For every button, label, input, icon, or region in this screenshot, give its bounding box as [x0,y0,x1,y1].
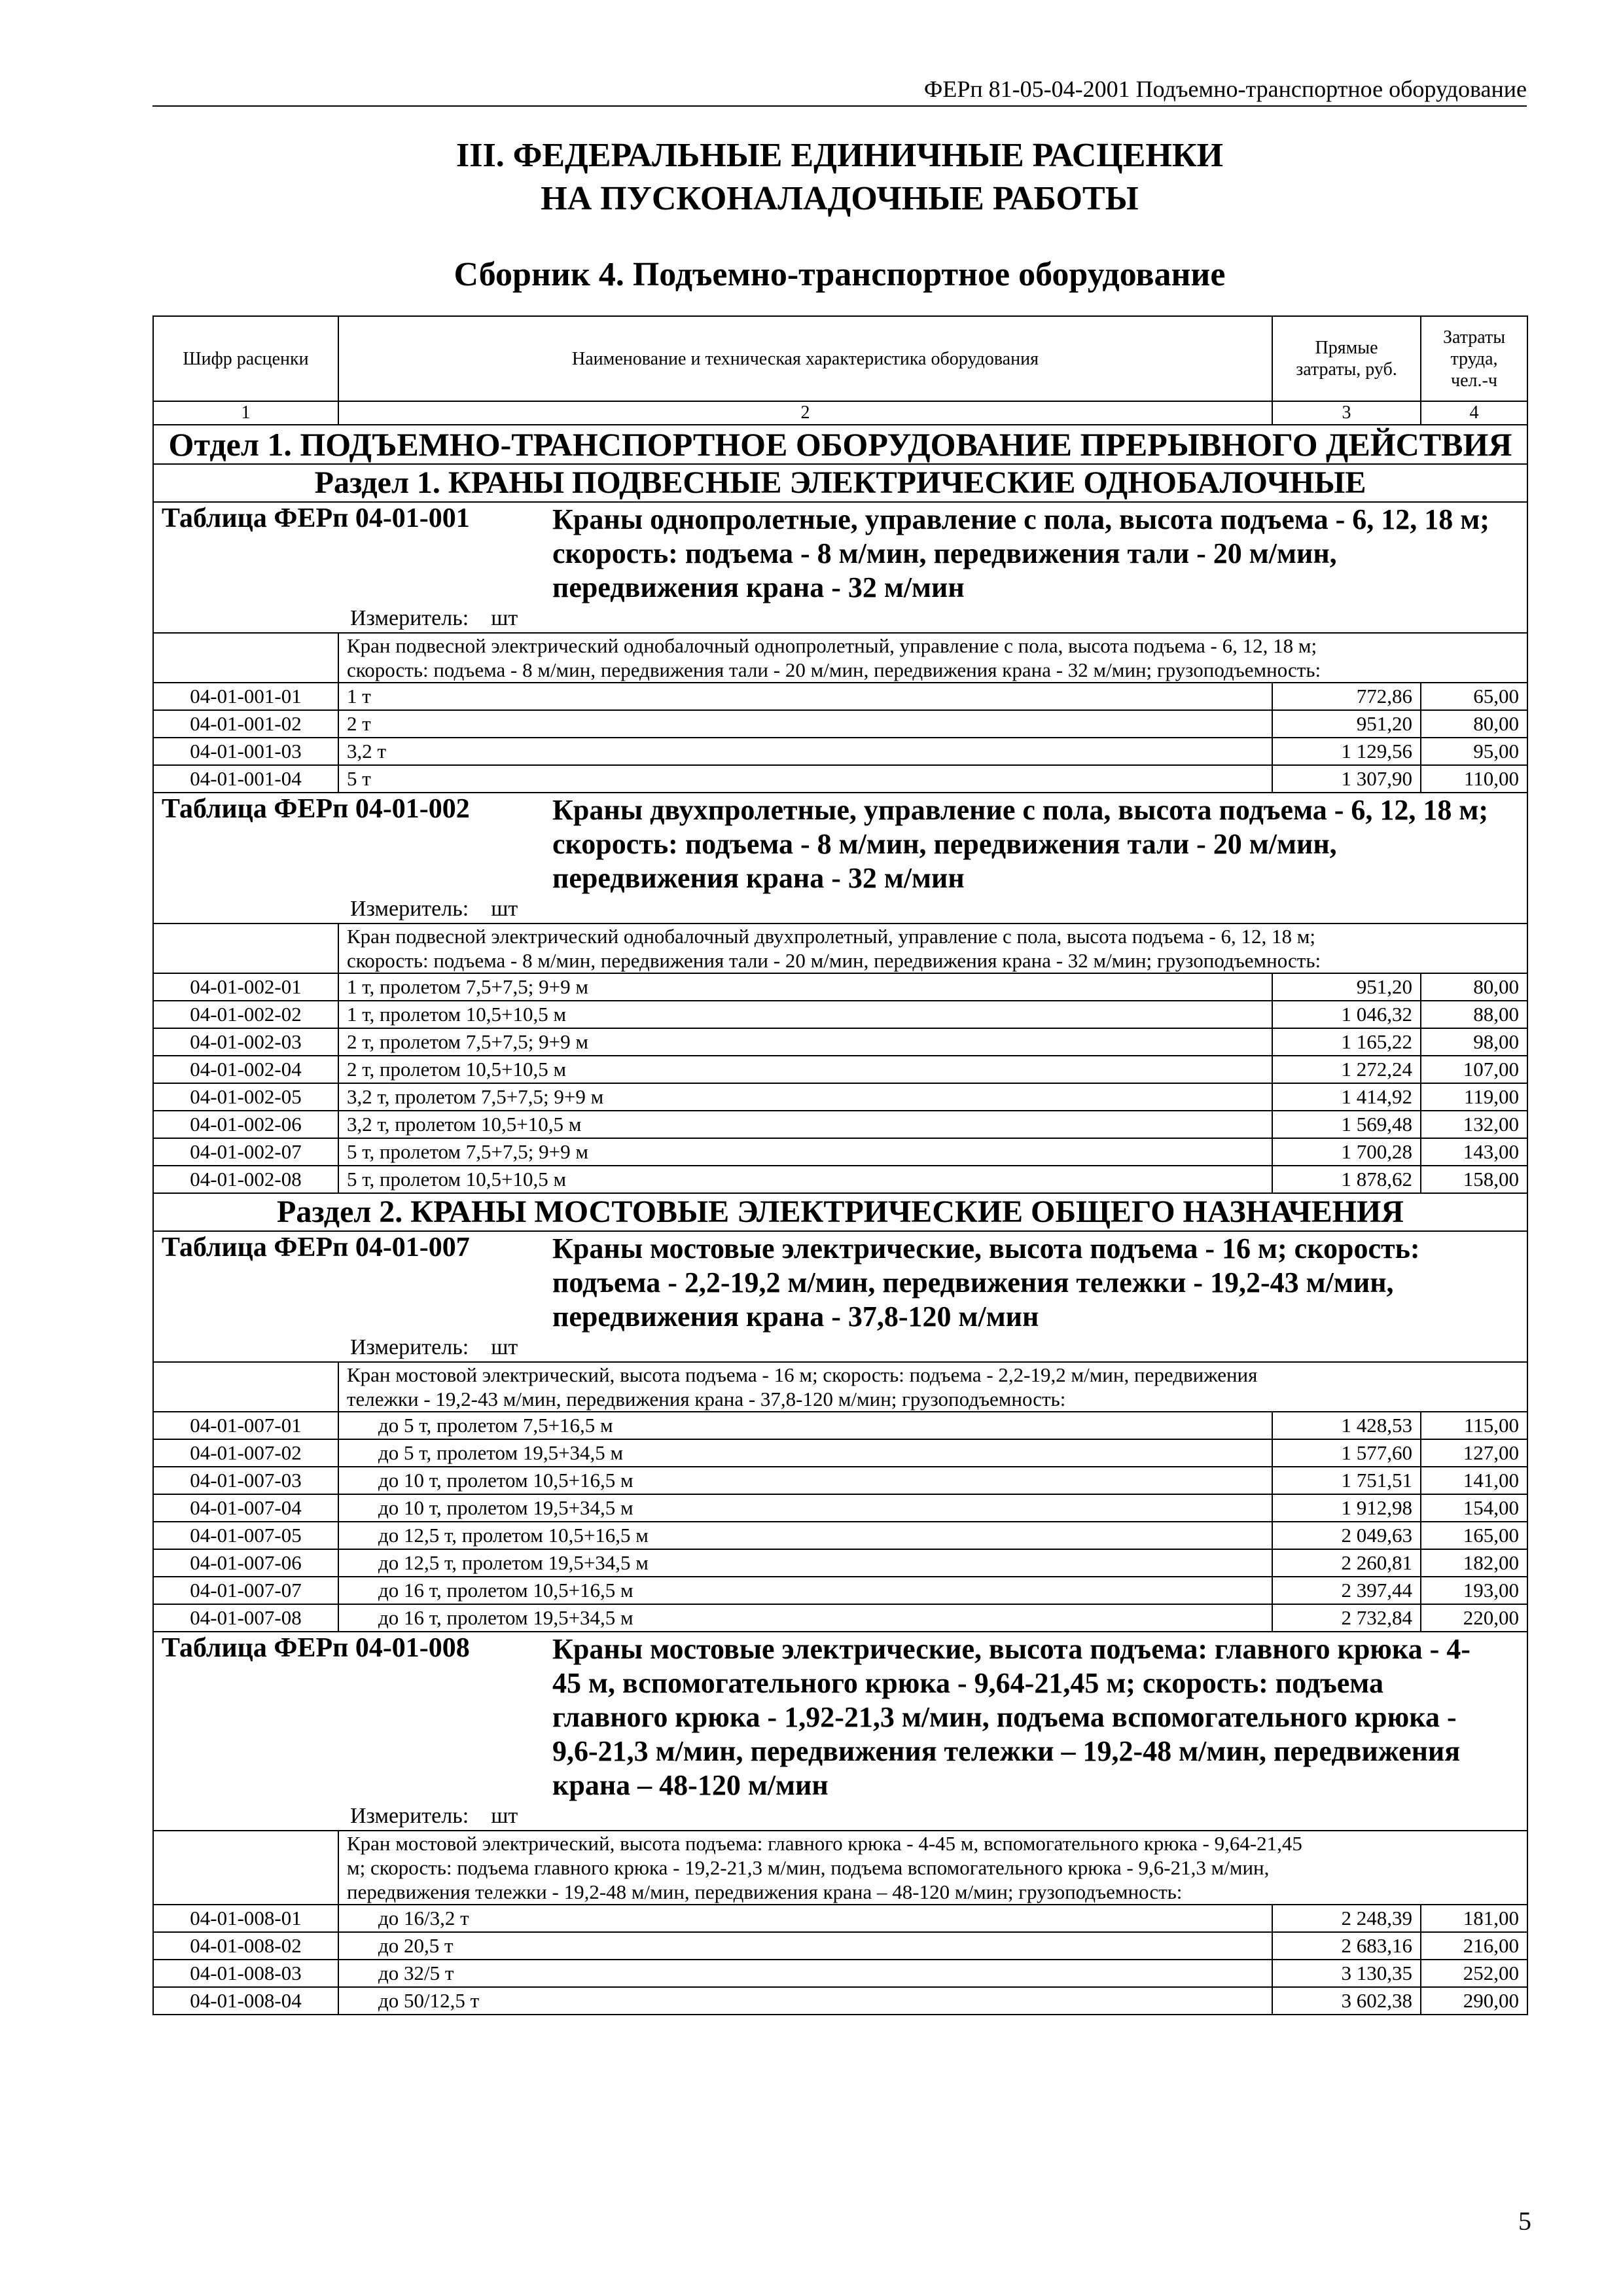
rate-code: 04-01-002-08 [153,1166,338,1193]
rate-labor: 98,00 [1421,1028,1527,1056]
table-row [153,1905,1527,1932]
rate-direct-cost: 951,20 [1272,710,1421,738]
header-code: Шифр расценки [153,316,338,401]
rate-name: до 16 т, пролетом 19,5+34,5 м [338,1604,1272,1632]
rate-code: 04-01-001-01 [153,683,338,710]
rate-direct-cost: 2 397,44 [1272,1577,1421,1604]
table-name-line: 9,6-21,3 м/мин, передвижения тележки – 19,2-48 м/мин, передвижения [552,1735,1461,1767]
table-row [153,765,1527,793]
rate-name: до 50/12,5 т [338,1987,1272,2015]
table-row [153,973,1527,1001]
table-name-line: крана – 48-120 м/мин [552,1769,829,1801]
table-header-row [153,316,1527,401]
rate-labor: 132,00 [1421,1111,1527,1138]
rate-code: 04-01-007-03 [153,1467,338,1494]
rate-code: 04-01-007-06 [153,1549,338,1577]
rate-name: 3,2 т, пролетом 7,5+7,5; 9+9 м [338,1083,1272,1111]
header-labor [1421,316,1527,401]
rate-name: 5 т, пролетом 10,5+10,5 м [338,1166,1272,1193]
meter-row [153,1803,1527,1831]
table-name [552,1232,1519,1334]
rate-labor: 65,00 [1421,683,1527,710]
rate-code: 04-01-002-06 [153,1111,338,1138]
column-number: 1 [153,401,338,425]
rate-direct-cost: 772,86 [1272,683,1421,710]
table-row [153,1577,1527,1604]
rate-labor: 80,00 [1421,973,1527,1001]
description-line: Кран подвесной электрический однобалочный однопролетный, управление с пола, высота подъема - 6, 12, 18 м; [347,634,1317,657]
meter-value: шт [491,606,518,630]
table-row [153,1083,1527,1111]
description-line: м; скорость: подъема главного крюка - 19,2-21,3 м/мин, подъема вспомогательного крюка - 9,6-21,3 м/мин, [347,1856,1270,1879]
description-row [153,1362,1527,1412]
rate-labor: 88,00 [1421,1001,1527,1028]
collection-title: Сборник 4. Подъемно-транспортное оборудование [454,256,1226,293]
rate-name: до 5 т, пролетом 19,5+34,5 м [338,1439,1272,1467]
meter-value: шт [491,1804,518,1828]
meter-cell [153,1803,1527,1831]
description-row [153,924,1527,973]
rate-code: 04-01-001-04 [153,765,338,793]
rate-code: 04-01-007-01 [153,1412,338,1439]
table-row [153,1056,1527,1083]
table-row [153,1604,1527,1632]
rate-direct-cost: 1 700,28 [1272,1138,1421,1166]
rate-code: 04-01-002-01 [153,973,338,1001]
meter-cell [153,605,1527,633]
meter-label: Измеритель: [350,897,469,921]
rate-name: до 12,5 т, пролетом 10,5+16,5 м [338,1522,1272,1549]
rate-direct-cost: 2 732,84 [1272,1604,1421,1632]
header-labor-line: труда, [1450,348,1498,369]
rate-code: 04-01-008-04 [153,1987,338,2015]
column-number: 3 [1272,401,1421,425]
rate-name: 5 т [338,765,1272,793]
table-row [153,1494,1527,1522]
rate-name: 1 т [338,683,1272,710]
rate-direct-cost: 1 307,90 [1272,765,1421,793]
rate-name: до 16 т, пролетом 10,5+16,5 м [338,1577,1272,1604]
table-row [153,1439,1527,1467]
rate-labor: 127,00 [1421,1439,1527,1467]
table-heading-row [153,502,1527,605]
header-labor-line: чел.-ч [1451,370,1497,391]
table-name-line: Краны мостовые электрические, высота подъема: главного крюка - 4- [552,1633,1471,1665]
description-cell [338,1831,1527,1905]
rate-code: 04-01-007-04 [153,1494,338,1522]
table-number: Таблица ФЕРп 04-01-007 [162,1232,470,1263]
table-name-line: передвижения крана - 32 м/мин [552,862,965,894]
rate-direct-cost: 1 912,98 [1272,1494,1421,1522]
rate-code: 04-01-002-04 [153,1056,338,1083]
table-row [153,683,1527,710]
table-heading-row [153,1632,1527,1803]
rate-code: 04-01-007-07 [153,1577,338,1604]
table-name-line: главного крюка - 1,92-21,3 м/мин, подъема вспомогательного крюка - [552,1701,1457,1733]
rate-name: до 10 т, пролетом 10,5+16,5 м [338,1467,1272,1494]
rate-name: 1 т, пролетом 7,5+7,5; 9+9 м [338,973,1272,1001]
table-name-line: Краны мостовые электрические, высота подъема - 16 м; скорость: [552,1232,1420,1265]
rate-code: 04-01-008-02 [153,1932,338,1960]
table-name [552,793,1519,895]
rates-table [152,315,1528,2015]
description-line: Кран мостовой электрический, высота подъема - 16 м; скорость: подъема - 2,2-19,2 м/мин, передвижения [347,1363,1258,1386]
table-heading [153,1231,1527,1334]
rate-direct-cost: 1 046,32 [1272,1001,1421,1028]
rate-labor: 119,00 [1421,1083,1527,1111]
table-heading-row [153,793,1527,895]
rate-name: до 12,5 т, пролетом 19,5+34,5 м [338,1549,1272,1577]
page-number: 5 [1518,2206,1531,2236]
rate-name: 5 т, пролетом 7,5+7,5; 9+9 м [338,1138,1272,1166]
rate-code: 04-01-008-03 [153,1960,338,1987]
rate-code: 04-01-002-02 [153,1001,338,1028]
header-direct-costs-line: Прямые [1315,338,1378,358]
rate-name: 2 т, пролетом 10,5+10,5 м [338,1056,1272,1083]
rate-labor: 165,00 [1421,1522,1527,1549]
rate-name: до 20,5 т [338,1932,1272,1960]
rate-code: 04-01-002-05 [153,1083,338,1111]
rate-labor: 158,00 [1421,1166,1527,1193]
meter-cell [153,895,1527,924]
rate-labor: 193,00 [1421,1577,1527,1604]
meter-row [153,605,1527,633]
rate-labor: 95,00 [1421,738,1527,765]
rate-name: до 10 т, пролетом 19,5+34,5 м [338,1494,1272,1522]
table-row [153,1028,1527,1056]
rate-labor: 143,00 [1421,1138,1527,1166]
table-number: Таблица ФЕРп 04-01-008 [162,1633,470,1663]
table-number: Таблица ФЕРп 04-01-001 [162,503,470,533]
section-title: Раздел 2. КРАНЫ МОСТОВЫЕ ЭЛЕКТРИЧЕСКИЕ ОБЩЕГО НАЗНАЧЕНИЯ [153,1193,1527,1231]
column-number: 4 [1421,401,1527,425]
rate-name: 3,2 т, пролетом 10,5+10,5 м [338,1111,1272,1138]
header-labor-line: Затраты [1442,327,1506,348]
table-heading [153,1632,1527,1803]
rate-labor: 107,00 [1421,1056,1527,1083]
table-heading [153,793,1527,895]
meter-label: Измеритель: [350,1335,469,1359]
table-number: Таблица ФЕРп 04-01-002 [162,794,470,824]
description-line: Кран подвесной электрический однобалочный двухпролетный, управление с пола, высота подъема - 6, 12, 18 м; [347,925,1315,948]
description-line: передвижения тележки - 19,2-48 м/мин, передвижения крана – 48-120 м/мин; грузоподъемность: [347,1880,1183,1903]
rate-direct-cost: 2 260,81 [1272,1549,1421,1577]
section-row [153,1193,1527,1231]
table-name-line: передвижения крана - 32 м/мин [552,571,965,603]
rate-labor: 141,00 [1421,1467,1527,1494]
table-row [153,1522,1527,1549]
rate-code: 04-01-002-07 [153,1138,338,1166]
table-row [153,1111,1527,1138]
table-name-line: скорость: подъема - 8 м/мин, передвижения тали - 20 м/мин, [552,828,1337,860]
rate-labor: 154,00 [1421,1494,1527,1522]
rate-direct-cost: 1 428,53 [1272,1412,1421,1439]
rate-direct-cost: 3 602,38 [1272,1987,1421,2015]
rate-code: 04-01-002-03 [153,1028,338,1056]
table-row [153,1138,1527,1166]
table-row [153,1932,1527,1960]
rate-direct-cost: 1 165,22 [1272,1028,1421,1056]
meter-label: Измеритель: [350,606,469,630]
rate-direct-cost: 1 129,56 [1272,738,1421,765]
rate-direct-cost: 1 878,62 [1272,1166,1421,1193]
rate-code: 04-01-007-05 [153,1522,338,1549]
rate-labor: 252,00 [1421,1960,1527,1987]
rate-name: до 16/3,2 т [338,1905,1272,1932]
header-direct-costs [1272,316,1421,401]
table-name-line: Краны двухпролетные, управление с пола, высота подъема - 6, 12, 18 м; [552,794,1489,826]
title-block [152,134,1527,296]
table-row [153,1001,1527,1028]
description-code-cell [153,633,338,683]
table-name [552,503,1519,605]
meter-row [153,895,1527,924]
description-code-cell [153,924,338,973]
description-row [153,1831,1527,1905]
column-number: 2 [338,401,1272,425]
meter-value: шт [491,897,518,921]
description-cell [338,1362,1527,1412]
table-row [153,1166,1527,1193]
rate-labor: 110,00 [1421,765,1527,793]
table-row [153,1549,1527,1577]
table-row [153,738,1527,765]
rate-direct-cost: 1 414,92 [1272,1083,1421,1111]
rate-labor: 216,00 [1421,1932,1527,1960]
description-line: скорость: подъема - 8 м/мин, передвижения тали - 20 м/мин, передвижения крана - 32 м/мин; грузоподъемность: [347,658,1321,681]
table-row [153,1960,1527,1987]
rate-name: до 32/5 т [338,1960,1272,1987]
header-name: Наименование и техническая характеристика оборудования [338,316,1272,401]
rate-direct-cost: 1 569,48 [1272,1111,1421,1138]
rate-name: 2 т [338,710,1272,738]
department-row [153,425,1527,464]
section-row [153,464,1527,502]
table-row [153,1412,1527,1439]
table-name-line: Краны однопролетные, управление с пола, высота подъема - 6, 12, 18 м; [552,503,1489,535]
rate-labor: 290,00 [1421,1987,1527,2015]
description-row [153,633,1527,683]
description-line: тележки - 19,2-43 м/мин, передвижения крана - 37,8-120 м/мин; грузоподъемность: [347,1388,1066,1410]
meter-value: шт [491,1335,518,1359]
main-title [152,134,1527,221]
description-cell [338,633,1527,683]
table-name-line: передвижения крана - 37,8-120 м/мин [552,1300,1039,1333]
rate-name: 3,2 т [338,738,1272,765]
meter-label: Измеритель: [350,1804,469,1828]
table-heading-row [153,1231,1527,1334]
rate-direct-cost: 1 272,24 [1272,1056,1421,1083]
rate-direct-cost: 2 683,16 [1272,1932,1421,1960]
table-name-line: скорость: подъема - 8 м/мин, передвижения тали - 20 м/мин, [552,537,1337,569]
rate-code: 04-01-001-03 [153,738,338,765]
table-row [153,710,1527,738]
description-cell [338,924,1527,973]
description-line: Кран мостовой электрический, высота подъема: главного крюка - 4-45 м, вспомогательного крюка - 9,64-21,45 [347,1832,1302,1855]
rate-labor: 115,00 [1421,1412,1527,1439]
rate-labor: 80,00 [1421,710,1527,738]
table-name-line: подъема - 2,2-19,2 м/мин, передвижения тележки - 19,2-43 м/мин, [552,1266,1394,1299]
rate-labor: 181,00 [1421,1905,1527,1932]
main-title-line-2: НА ПУСКОНАЛАДОЧНЫЕ РАБОТЫ [541,180,1139,217]
column-number-row [153,401,1527,425]
table-row [153,1467,1527,1494]
table-row [153,1987,1527,2015]
rate-name: 2 т, пролетом 7,5+7,5; 9+9 м [338,1028,1272,1056]
meter-row [153,1334,1527,1362]
rate-labor: 220,00 [1421,1604,1527,1632]
header-direct-costs-line: затраты, руб. [1296,359,1397,380]
rate-direct-cost: 2 049,63 [1272,1522,1421,1549]
meter-cell [153,1334,1527,1362]
rate-code: 04-01-007-08 [153,1604,338,1632]
rate-name: до 5 т, пролетом 7,5+16,5 м [338,1412,1272,1439]
rate-code: 04-01-007-02 [153,1439,338,1467]
description-line: скорость: подъема - 8 м/мин, передвижения тали - 20 м/мин, передвижения крана - 32 м/мин; грузоподъемность: [347,949,1321,972]
description-code-cell [153,1831,338,1905]
rate-direct-cost: 951,20 [1272,973,1421,1001]
main-title-line-1: III. ФЕДЕРАЛЬНЫЕ ЕДИНИЧНЫЕ РАСЦЕНКИ [455,137,1223,174]
running-head: ФЕРп 81-05-04-2001 Подъемно-транспортное оборудование [152,75,1527,107]
rate-code: 04-01-008-01 [153,1905,338,1932]
table-name [552,1632,1519,1803]
rate-direct-cost: 1 751,51 [1272,1467,1421,1494]
rate-labor: 182,00 [1421,1549,1527,1577]
rate-direct-cost: 1 577,60 [1272,1439,1421,1467]
table-heading [153,502,1527,605]
rate-code: 04-01-001-02 [153,710,338,738]
section-title: Раздел 1. КРАНЫ ПОДВЕСНЫЕ ЭЛЕКТРИЧЕСКИЕ ОДНОБАЛОЧНЫЕ [153,464,1527,502]
rate-name: 1 т, пролетом 10,5+10,5 м [338,1001,1272,1028]
description-code-cell [153,1362,338,1412]
rate-direct-cost: 3 130,35 [1272,1960,1421,1987]
table-name-line: 45 м, вспомогательного крюка - 9,64-21,45 м; скорость: подъема [552,1667,1383,1699]
department-title: Отдел 1. ПОДЪЕМНО-ТРАНСПОРТНОЕ ОБОРУДОВАНИЕ ПРЕРЫВНОГО ДЕЙСТВИЯ [153,425,1527,464]
rate-direct-cost: 2 248,39 [1272,1905,1421,1932]
